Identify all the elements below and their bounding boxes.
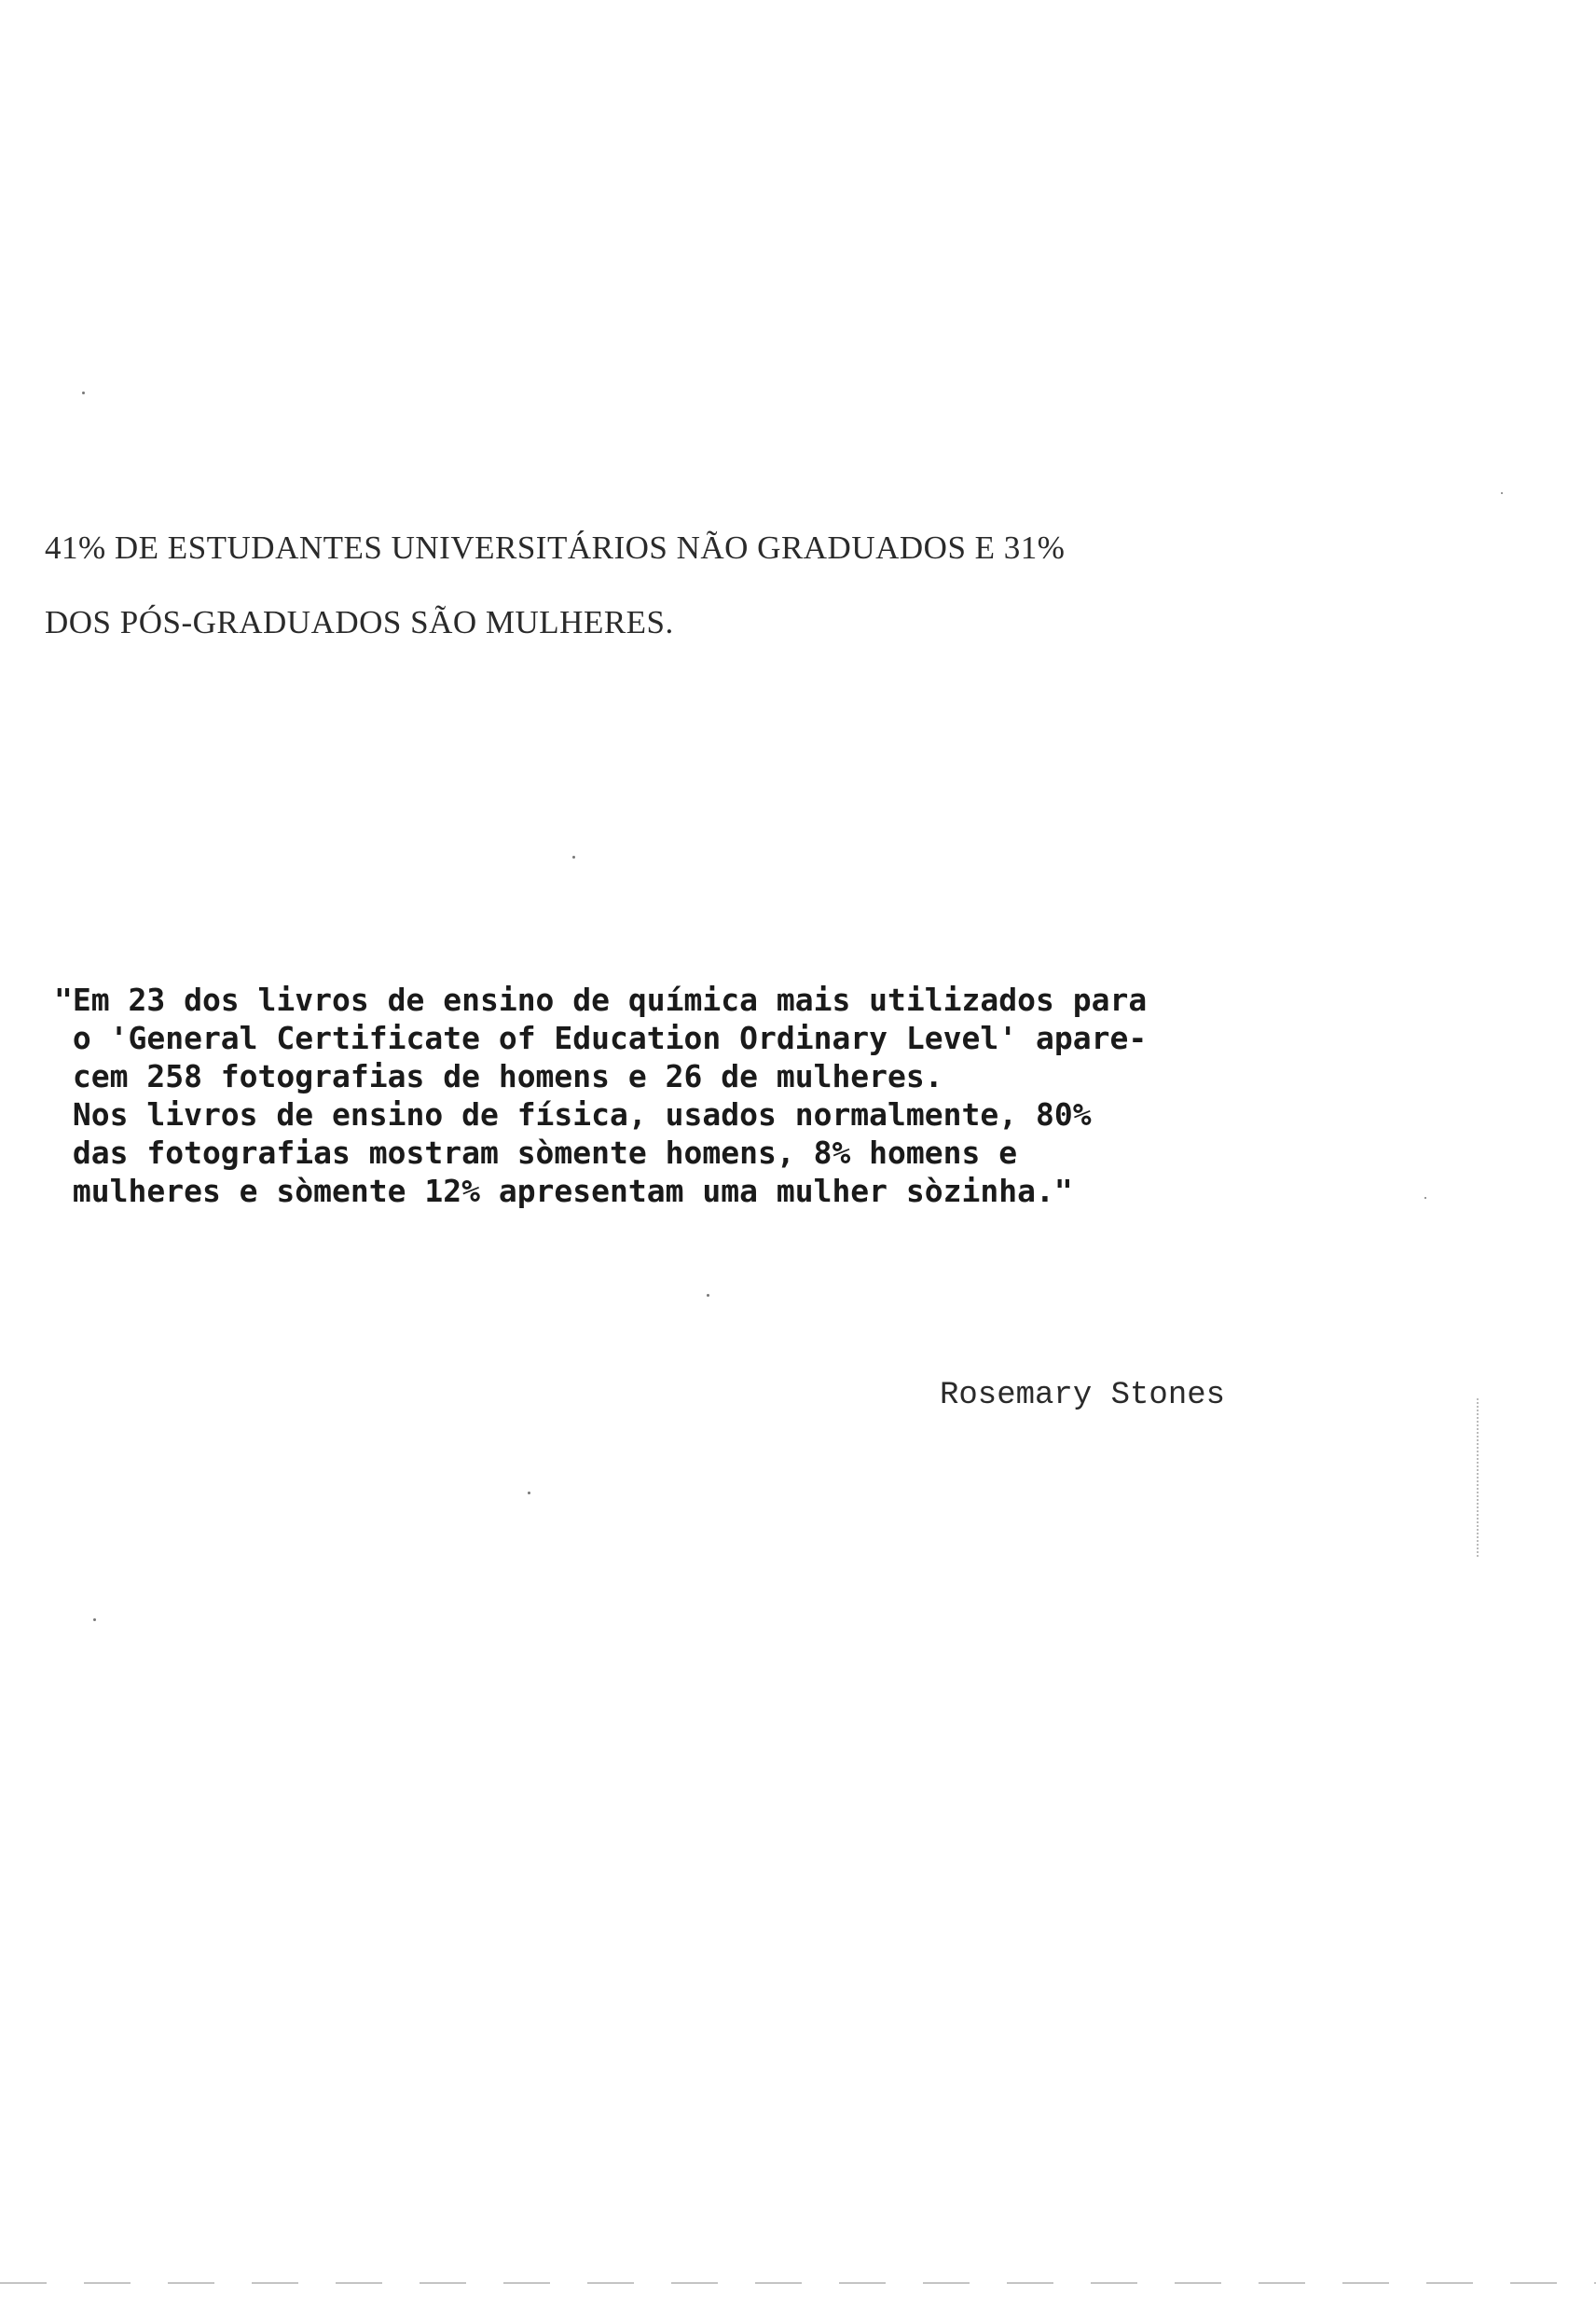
scan-bottom-rule — [0, 2282, 1596, 2284]
scan-speck — [572, 856, 575, 859]
signature-author: Rosemary Stones — [940, 1378, 1226, 1413]
scan-speck — [93, 1618, 96, 1621]
quote-line: Nos livros de ensino de física, usados normalmente, 80% — [54, 1096, 1092, 1133]
quote-line: "Em 23 dos livros de ensino de química mais utilizados para — [54, 982, 1148, 1018]
scan-speck — [528, 1492, 530, 1494]
quote-line: cem 258 fotografias de homens e 26 de mulheres. — [54, 1058, 943, 1094]
quote-line: mulheres e sòmente 12% apresentam uma mulher sòzinha." — [54, 1173, 1073, 1209]
heading-line-2: DOS PÓS-GRADUADOS SÃO MULHERES. — [45, 604, 674, 640]
heading-line-1: 41% DE ESTUDANTES UNIVERSITÁRIOS NÃO GRADUADOS E 31% — [45, 530, 1066, 566]
scan-speck — [82, 392, 85, 394]
scan-speck — [707, 1294, 709, 1297]
scan-speck — [1424, 1197, 1426, 1199]
quote-block — [54, 981, 1406, 1210]
scan-speck — [1501, 492, 1503, 494]
scan-edge-marks — [1477, 1398, 1480, 1557]
quote-line: das fotografias mostram sòmente homens, 8% homens e — [54, 1135, 1018, 1171]
quote-line: o 'General Certificate of Education Ordinary Level' apare- — [54, 1020, 1148, 1056]
